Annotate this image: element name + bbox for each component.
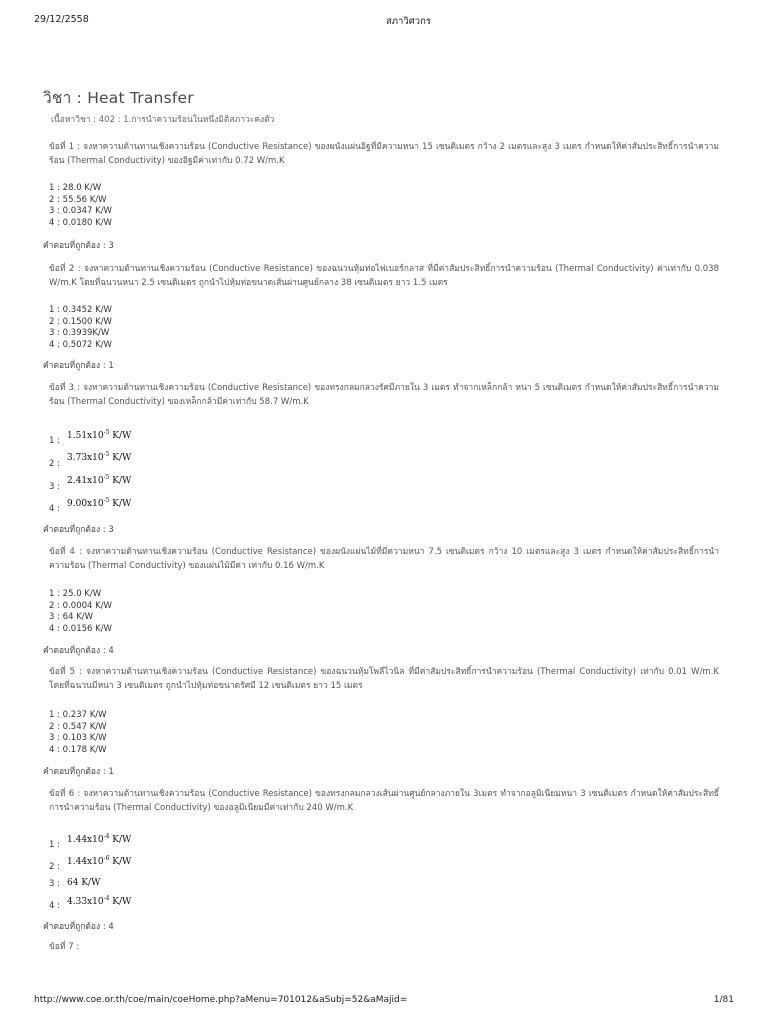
question-5-answer [43,764,114,778]
question-2-answer [43,358,114,372]
option-number: 2 : [49,862,60,872]
option: 2 : 0.1500 K/W [49,316,112,327]
option: 3 : 64 K/W [49,612,94,623]
question-3-option-1 [49,436,65,446]
answer-value: 1 [108,361,114,371]
page-url-link[interactable]: http://www.coe.or.th/coe/main/coeHome.php?aMenu=701012&aSubj=52&aMajid= [34,995,408,1005]
formula-image [67,876,100,888]
option-number: 4 : [49,504,60,514]
option-number: 2 : [49,459,60,469]
option-number: 1 : [49,436,60,446]
formula-image [67,833,131,845]
page-number: 1/81 [713,995,734,1005]
question-6-option-4 [49,901,65,911]
question-1-answer [43,238,114,252]
question-5-text: ข้อที่ 5 : จงหาความต้านทานเชิงความร้อน (Conductive Resistance) ของฉนวนหุ้มโพลีไวนิล ที่มีค่าสัมประสิทธิ์การนำความร้อน (Thermal Conductivity) เท่ากับ 0.01 W/m.K โดยที่ฉนวนมีหนา 3 เซนติเมตร ถูกนำไปหุ้มท่อขนาดรัศมี 12 เซนติเมตร ยาว 15 เมตร [49,667,719,691]
option-number: 1 : [49,840,60,850]
formula-mantissa: 3.73x10 [67,453,104,463]
answer-value: 1 [108,767,114,777]
question-6-text: ข้อที่ 6 : จงหาความต้านทานเชิงความร้อน (Conductive Resistance) ของทรงกลมกลวงเส้นผ่านศูนย์กลางภายใน 3เมตร ทำจากอลูมิเนียมหนา 3 เซนติเมตร กำหนดให้ค่าสัมประสิทธิ์การนำความร้อน (Thermal Conductivity) ของอลูมิเนียมมีค่าเท่ากับ 240 W/m.K [49,789,719,813]
formula-exponent: -5 [103,497,110,504]
answer-value: 4 [108,922,114,932]
print-footer [34,995,734,1009]
option: 3 : 0.103 K/W [49,733,107,744]
content-topic: เนื้อหาวิชา : 402 : 1.การนำความร้อนในหนึ่งมิติสภาวะคงตัว [51,115,275,125]
question-1-text: ข้อที่ 1 : จงหาความต้านทานเชิงความร้อน (Conductive Resistance) ของผนังแผ่นอิฐที่มีความหนา 15 เซนติเมตร กว้าง 2 เมตรและสูง 3 เมตร กำหนดให้ค่าสัมประสิทธิ์การนำความร้อน (Thermal Conductivity) ของอิฐมีค่าเท่ากับ 0.72 W/m.K [49,142,719,166]
option: 3 : 0.0347 K/W [49,206,112,217]
answer-label: คำตอบที่ถูกต้อง : [43,241,109,251]
formula-unit: K/W [109,431,132,441]
formula-exponent: -5 [103,429,110,436]
formula-exponent: -4 [103,833,110,840]
answer-value: 4 [108,646,114,656]
formula-image [67,474,131,486]
question-2-options [49,305,112,351]
formula-image [67,429,131,441]
option-number: 4 : [49,901,60,911]
formula-unit: K/W [109,857,132,867]
formula-exponent: -5 [103,474,110,481]
print-date: 29/12/2558 [34,14,89,25]
formula-unit: K/W [109,835,132,845]
formula-unit: K/W [109,897,132,907]
print-header [34,14,734,30]
question-4-text: ข้อที่ 4 : จงหาความต้านทานเชิงความร้อน (Conductive Resistance) ของผนังแผ่นไม้ที่มีความหนา 7.5 เซนติเมตร กว้าง 10 เมตรและสูง 3 เมตร กำหนดให้ค่าสัมประสิทธิ์การนำความร้อน (Thermal Conductivity) ของแผ่นไม้มีค่า เท่ากับ 0.16 W/m.K [49,547,719,571]
question-6-option-2 [49,862,65,872]
question-3-option-4 [49,504,65,514]
formula-image [67,895,131,907]
formula-unit: K/W [109,453,132,463]
question-1-options [49,183,112,229]
formula-mantissa: 1.44x10 [67,857,104,867]
option: 1 : 0.3452 K/W [49,305,112,315]
formula-image [67,855,131,867]
answer-label: คำตอบที่ถูกต้อง : [43,922,109,932]
formula-mantissa: 1.51x10 [67,431,104,441]
formula-unit: K/W [109,499,132,509]
question-6-option-1 [49,840,65,850]
question-5-options [49,710,107,756]
formula-mantissa: 4.33x10 [67,897,104,907]
question-6-option-3 [49,879,65,889]
formula-unit: K/W [109,476,132,486]
option: 1 : 0.237 K/W [49,710,107,720]
formula-exponent: -6 [103,855,110,862]
question-4-options [49,589,112,635]
question-3-text: ข้อที่ 3 : จงหาความต้านทานเชิงความร้อน (Conductive Resistance) ของทรงกลมกลวงรัศมีภายใน 3 เมตร ทำจากเหล็กกล้า หนา 5 เซนติเมตร กำหนดให้ค่าสัมประสิทธิ์การนำความร้อน (Thermal Conductivity) ของเหล็กกล้ามีค่าเท่ากับ 58.7 W/m.K [49,383,719,407]
answer-label: คำตอบที่ถูกต้อง : [43,525,109,535]
question-3-answer [43,522,114,536]
option: 4 : 0.0156 K/W [49,623,112,634]
answer-value: 3 [108,241,114,251]
option: 1 : 28.0 K/W [49,183,102,193]
answer-value: 3 [108,525,114,535]
formula-mantissa: 9.00x10 [67,499,104,509]
site-title: สภาวิศวกร [386,16,431,27]
answer-label: คำตอบที่ถูกต้อง : [43,646,109,656]
option-number: 3 : [49,482,60,492]
option: 4 : 0.5072 K/W [49,339,112,350]
question-7-text: ข้อที่ 7 : [49,942,80,952]
question-2-text: ข้อที่ 2 : จงหาความต้านทานเชิงความร้อน (Conductive Resistance) ของฉนวนหุ้มท่อไฟเบอร์กลาส ที่มีค่าสัมประสิทธิ์การนำความร้อน (Thermal Conductivity) ค่าเท่ากับ 0.038 W/m.K โดยที่ฉนวนหนา 2.5 เซนติเมตร ถูกนำไปหุ้มท่อขนาดเส้นผ่านศูนย์กลาง 38 เซนติเมตร ยาว 1.5 เมตร [49,264,719,288]
answer-label: คำตอบที่ถูกต้อง : [43,361,109,371]
option: 3 : 0.3939K/W [49,328,110,339]
question-6-answer [43,919,114,933]
subject-title: วิชา : Heat Transfer [43,89,194,107]
question-3-option-2 [49,459,65,469]
option: 4 : 0.0180 K/W [49,217,112,228]
option: 4 : 0.178 K/W [49,744,107,755]
question-3-option-3 [49,482,65,492]
formula-mantissa: 1.44x10 [67,835,104,845]
formula-exponent: -4 [103,895,110,902]
formula-image [67,451,131,463]
option: 2 : 0.0004 K/W [49,600,112,611]
answer-label: คำตอบที่ถูกต้อง : [43,767,109,777]
option-number: 3 : [49,879,60,889]
option: 2 : 55.56 K/W [49,194,107,205]
option: 1 : 25.0 K/W [49,589,102,599]
option: 2 : 0.547 K/W [49,721,107,732]
formula-image [67,497,131,509]
formula-exponent: -5 [103,451,110,458]
formula-mantissa: 2.41x10 [67,476,104,486]
formula-mantissa: 64 K/W [67,878,101,888]
question-4-answer [43,643,114,657]
